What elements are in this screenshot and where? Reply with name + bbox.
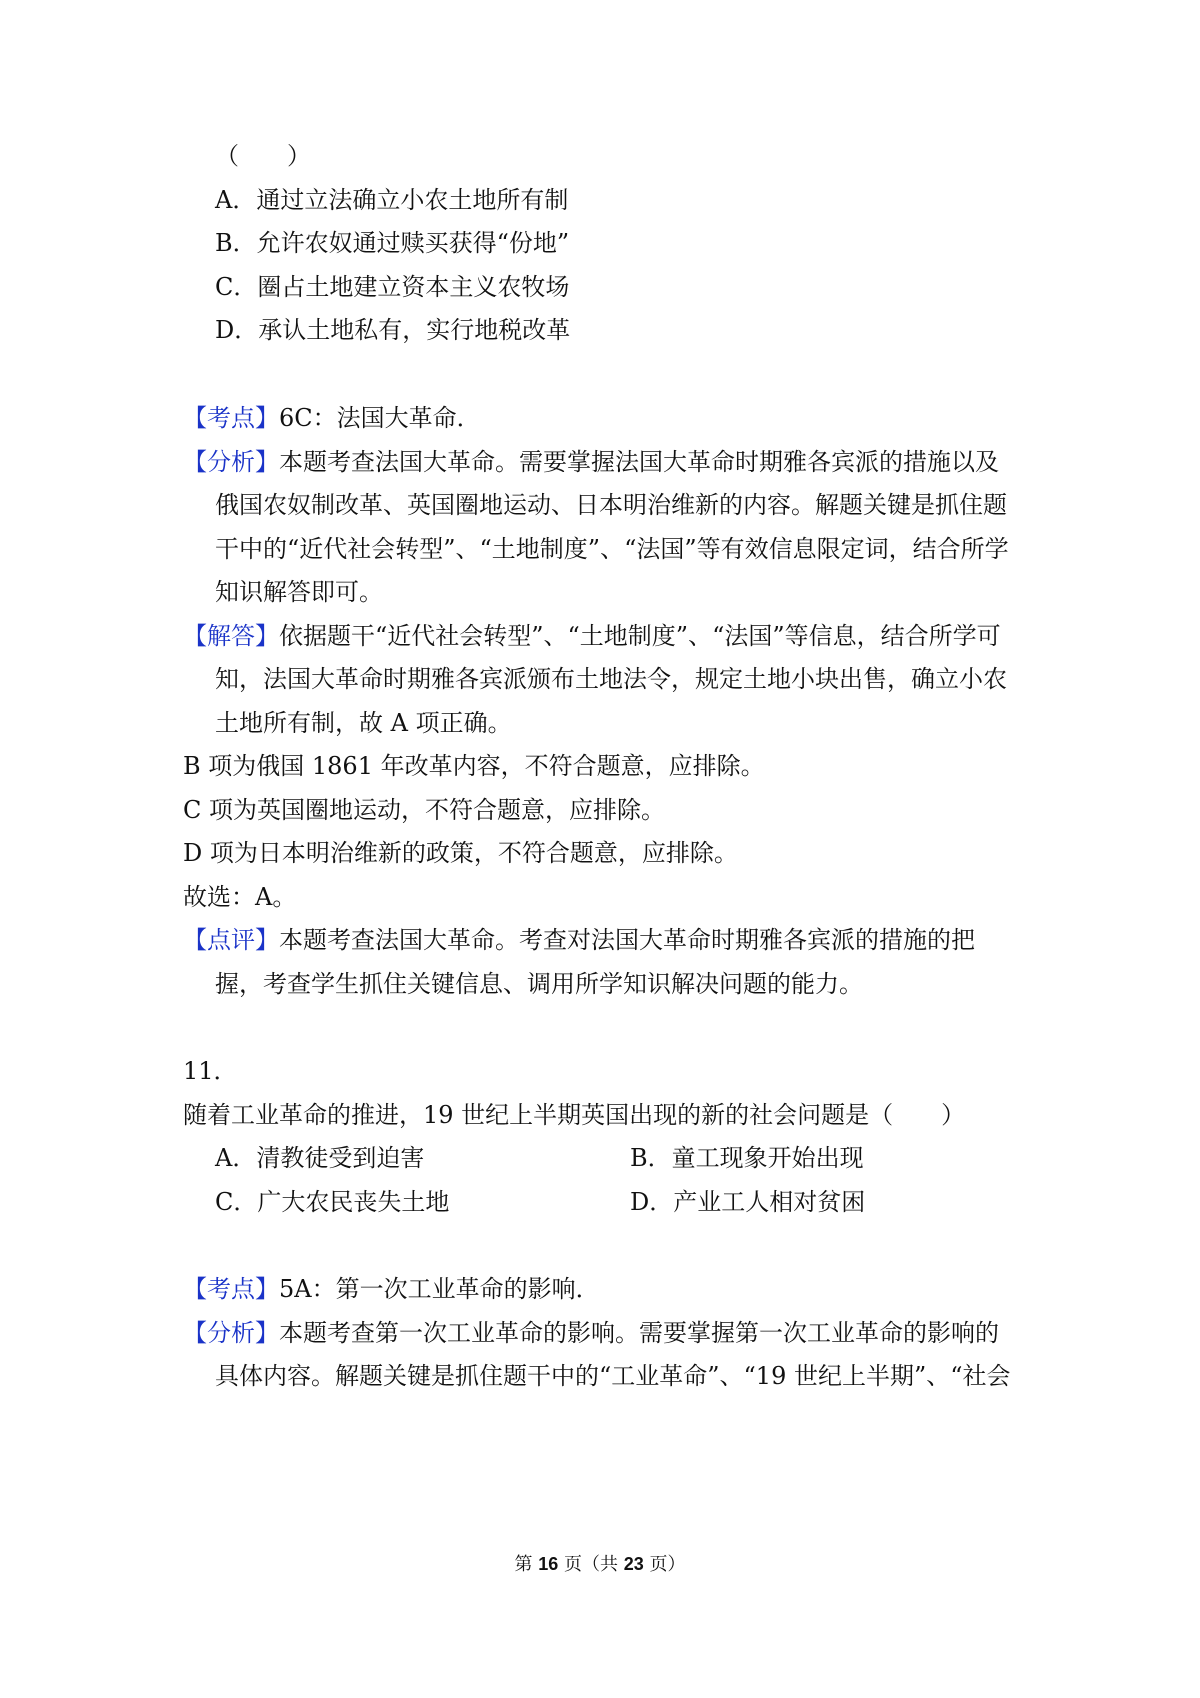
kaodian-text: 6C：法国大革命．: [279, 404, 481, 432]
q11-stem: 随着工业革命的推进，19 世纪上半期英国出现的新的社会问题是（ ）: [183, 1101, 966, 1129]
fenxi-line: 本题考查法国大革命。需要掌握法国大革命时期雅各宾派的措施以及: [279, 448, 999, 476]
jieda-line: 知，法国大革命时期雅各宾派颁布土地法令，规定土地小块出售，确立小农: [215, 665, 1007, 693]
explanation-line: D 项为日本明治维新的政策，不符合题意，应排除。: [183, 839, 738, 867]
fenxi-tag: 【分析】: [183, 448, 279, 476]
q10-kaodian: [183, 402, 481, 434]
explanation-line: B 项为俄国 1861 年改革内容，不符合题意，应排除。: [183, 752, 765, 780]
q10-option-d: D．承认土地私有，实行地税改革: [215, 316, 571, 344]
kaodian-tag: 【考点】: [183, 404, 279, 432]
q10-dianping: [183, 924, 975, 956]
jieda-tag: 【解答】: [183, 622, 279, 650]
dianping-line: 握，考查学生抓住关键信息、调用所学知识解决问题的能力。: [215, 970, 863, 998]
kaodian-tag: 【考点】: [183, 1275, 279, 1303]
q10-option-a: A．通过立法确立小农土地所有制: [215, 186, 569, 214]
q11-option-d: D．产业工人相对贫困: [630, 1188, 866, 1216]
kaodian-text: 5A：第一次工业革命的影响．: [279, 1275, 600, 1303]
q10-option-c: C．圈占土地建立资本主义农牧场: [215, 273, 570, 301]
footer-suffix: 页）: [643, 1554, 686, 1575]
fenxi-line: 干中的“近代社会转型”、“土地制度”、“法国”等有效信息限定词，结合所学: [215, 535, 1009, 563]
q11-option-b: B．童工现象开始出现: [630, 1144, 864, 1172]
fenxi-line: 具体内容。解题关键是抓住题干中的“工业革命”、“19 世纪上半期”、“社会: [215, 1362, 1011, 1390]
dianping-tag: 【点评】: [183, 926, 279, 954]
fenxi-tag: 【分析】: [183, 1319, 279, 1347]
q11-option-c: C．广大农民丧失土地: [215, 1188, 450, 1216]
dianping-line: 本题考查法国大革命。考查对法国大革命时期雅各宾派的措施的把: [279, 926, 975, 954]
explanation-line: C 项为英国圈地运动，不符合题意，应排除。: [183, 796, 665, 824]
page-footer: [0, 1552, 1200, 1577]
q10-option-b: B．允许农奴通过赎买获得“份地”: [215, 229, 570, 257]
q10-fenxi: [183, 446, 999, 478]
q11-fenxi: [183, 1317, 999, 1349]
q11-option-a: A．清教徒受到迫害: [215, 1144, 425, 1172]
answer-line: 故选：A。: [183, 883, 297, 911]
fenxi-line: 俄国农奴制改革、英国圈地运动、日本明治维新的内容。解题关键是抓住题: [215, 491, 1007, 519]
jieda-line: 土地所有制，故 A 项正确。: [215, 709, 512, 737]
q10-bracket: （ ）: [215, 142, 311, 170]
q11-number: 11．: [183, 1057, 238, 1085]
jieda-line: 依据题干“近代社会转型”、“土地制度”、“法国”等信息，结合所学可: [279, 622, 1001, 650]
total-page-number: 23: [623, 1554, 644, 1574]
q11-kaodian: [183, 1273, 600, 1305]
fenxi-line: 知识解答即可。: [215, 578, 383, 606]
fenxi-line: 本题考查第一次工业革命的影响。需要掌握第一次工业革命的影响的: [279, 1319, 999, 1347]
footer-middle: 页（共: [558, 1554, 624, 1575]
q10-jieda: [183, 620, 1001, 652]
current-page-number: 16: [538, 1554, 559, 1574]
footer-prefix: 第: [514, 1554, 539, 1575]
